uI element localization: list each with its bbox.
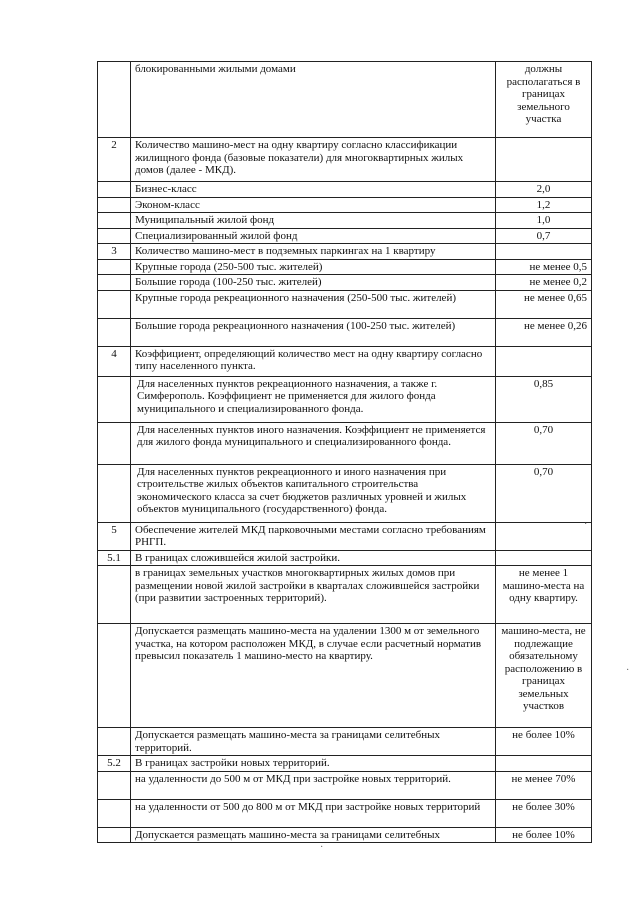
row-text: Специализированный жилой фонд: [131, 228, 496, 244]
row-number: 4: [98, 346, 131, 376]
row-text: В границах сложившейся жилой застройки.: [131, 550, 496, 566]
row-text: Для населенных пунктов рекреационного назначения, а также г. Симферополь. Коэффициент не применяется для жилого фонда муниципального и специализированного фонда.: [131, 376, 496, 422]
row-text: Муниципальный жилой фонд: [131, 213, 496, 229]
row-text: Обеспечение жителей МКД парковочными местами согласно требованиям РНГП.: [131, 522, 496, 550]
row-value: 0,70: [496, 464, 592, 522]
row-text: Количество машино-мест на одну квартиру согласно классификации жилищного фонда (базовые показатели) для многоквартирных жилых домов (далее - МКД).: [131, 138, 496, 182]
table-row: [98, 197, 592, 213]
table-row: [98, 138, 592, 182]
row-value: не менее 0,65: [496, 290, 592, 318]
row-number: 3: [98, 244, 131, 260]
row-text: Допускается размещать машино-места за границами селитебных территорий.: [131, 728, 496, 756]
row-text: В границах застройки новых территорий.: [131, 756, 496, 772]
table-row: [98, 771, 592, 799]
table-row: [98, 827, 592, 843]
row-number: [98, 318, 131, 346]
row-number: [98, 728, 131, 756]
row-number: [98, 259, 131, 275]
row-text: Для населенных пунктов иного назначения. Коэффициент не применяется для жилого фонда муниципального и специализированного фонда.: [131, 422, 496, 464]
row-value: не менее 0,26: [496, 318, 592, 346]
row-value: [496, 522, 592, 550]
row-number: [98, 827, 131, 843]
row-value: машино-места, не подлежащие обязательному расположению в границах земельных участков: [496, 624, 592, 728]
row-value: 0,85: [496, 376, 592, 422]
row-number: 5.1: [98, 550, 131, 566]
table-row: [98, 213, 592, 229]
row-value: [496, 346, 592, 376]
row-text: Для населенных пунктов рекреационного и иного назначения при строительстве жилых объектов капитального строительства экономического класса за счет бюджетов различных уровней и жилых объектов муниципального (государственного) фонда.: [131, 464, 496, 522]
row-text: Бизнес-класс: [131, 182, 496, 198]
row-number: [98, 228, 131, 244]
table-row: [98, 728, 592, 756]
row-text: Крупные города (250-500 тыс. жителей): [131, 259, 496, 275]
table-row: [98, 464, 592, 522]
table-row: [98, 799, 592, 827]
parking-norms-table: [97, 61, 592, 843]
row-number: 2: [98, 138, 131, 182]
row-text: в границах земельных участков многоквартирных жилых домов при размещении новой жилой застройки в кварталах сложившейся застройки (при развитии застроенных территорий).: [131, 566, 496, 624]
row-number: [98, 376, 131, 422]
row-value: не менее 1 машино-места на одну квартиру.: [496, 566, 592, 624]
row-text: Допускается размещать машино-места на удалении 1300 м от земельного участка, на котором расположен МКД, в случае если расчетный норматив превысил показатель 1 машино-место на квартиру.: [131, 624, 496, 728]
row-number: [98, 213, 131, 229]
table-row: [98, 624, 592, 728]
row-number: [98, 624, 131, 728]
row-number: [98, 182, 131, 198]
row-number: [98, 275, 131, 291]
row-number: [98, 566, 131, 624]
row-value: 1,0: [496, 213, 592, 229]
scan-speck: ·: [320, 842, 324, 853]
table-row: [98, 346, 592, 376]
row-number: [98, 422, 131, 464]
row-text: Допускается размещать машино-места за границами селитебных: [131, 827, 496, 843]
row-text: Большие города рекреационного назначения (100-250 тыс. жителей): [131, 318, 496, 346]
table-row: [98, 318, 592, 346]
row-value: не более 30%: [496, 799, 592, 827]
table-row: [98, 566, 592, 624]
table-row: [98, 244, 592, 260]
row-value: 1,2: [496, 197, 592, 213]
row-text: на удаленности от 500 до 800 м от МКД при застройке новых территорий: [131, 799, 496, 827]
table-row: [98, 376, 592, 422]
scan-speck: ·: [626, 665, 630, 676]
table-row: [98, 62, 592, 138]
row-number: 5.2: [98, 756, 131, 772]
row-value: [496, 550, 592, 566]
table-row: [98, 275, 592, 291]
row-text: Крупные города рекреационного назначения (250-500 тыс. жителей): [131, 290, 496, 318]
row-number: [98, 197, 131, 213]
row-value: не более 10%: [496, 728, 592, 756]
row-value: 0,7: [496, 228, 592, 244]
row-number: [98, 799, 131, 827]
row-text: на удаленности до 500 м от МКД при застройке новых территорий.: [131, 771, 496, 799]
table-row: [98, 290, 592, 318]
row-number: [98, 290, 131, 318]
scan-speck: ·: [584, 519, 588, 530]
table-row: [98, 522, 592, 550]
table-row: [98, 182, 592, 198]
row-number: [98, 62, 131, 138]
row-value: не более 10%: [496, 827, 592, 843]
row-text: Количество машино-мест в подземных паркингах на 1 квартиру: [131, 244, 496, 260]
row-value: 2,0: [496, 182, 592, 198]
table-row: [98, 422, 592, 464]
row-number: [98, 464, 131, 522]
row-value: должны располагаться в границах земельного участка: [496, 62, 592, 138]
row-number: [98, 771, 131, 799]
row-text: Эконом-класс: [131, 197, 496, 213]
table-row: [98, 259, 592, 275]
row-value: 0,70: [496, 422, 592, 464]
row-value: не менее 70%: [496, 771, 592, 799]
row-value: [496, 756, 592, 772]
row-value: [496, 244, 592, 260]
row-text: Большие города (100-250 тыс. жителей): [131, 275, 496, 291]
table-row: [98, 550, 592, 566]
row-text: блокированными жилыми домами: [131, 62, 496, 138]
row-value: не менее 0,5: [496, 259, 592, 275]
row-number: 5: [98, 522, 131, 550]
row-value: не менее 0,2: [496, 275, 592, 291]
table-row: [98, 228, 592, 244]
row-value: [496, 138, 592, 182]
row-text: Коэффициент, определяющий количество мест на одну квартиру согласно типу населенного пункта.: [131, 346, 496, 376]
table-row: [98, 756, 592, 772]
